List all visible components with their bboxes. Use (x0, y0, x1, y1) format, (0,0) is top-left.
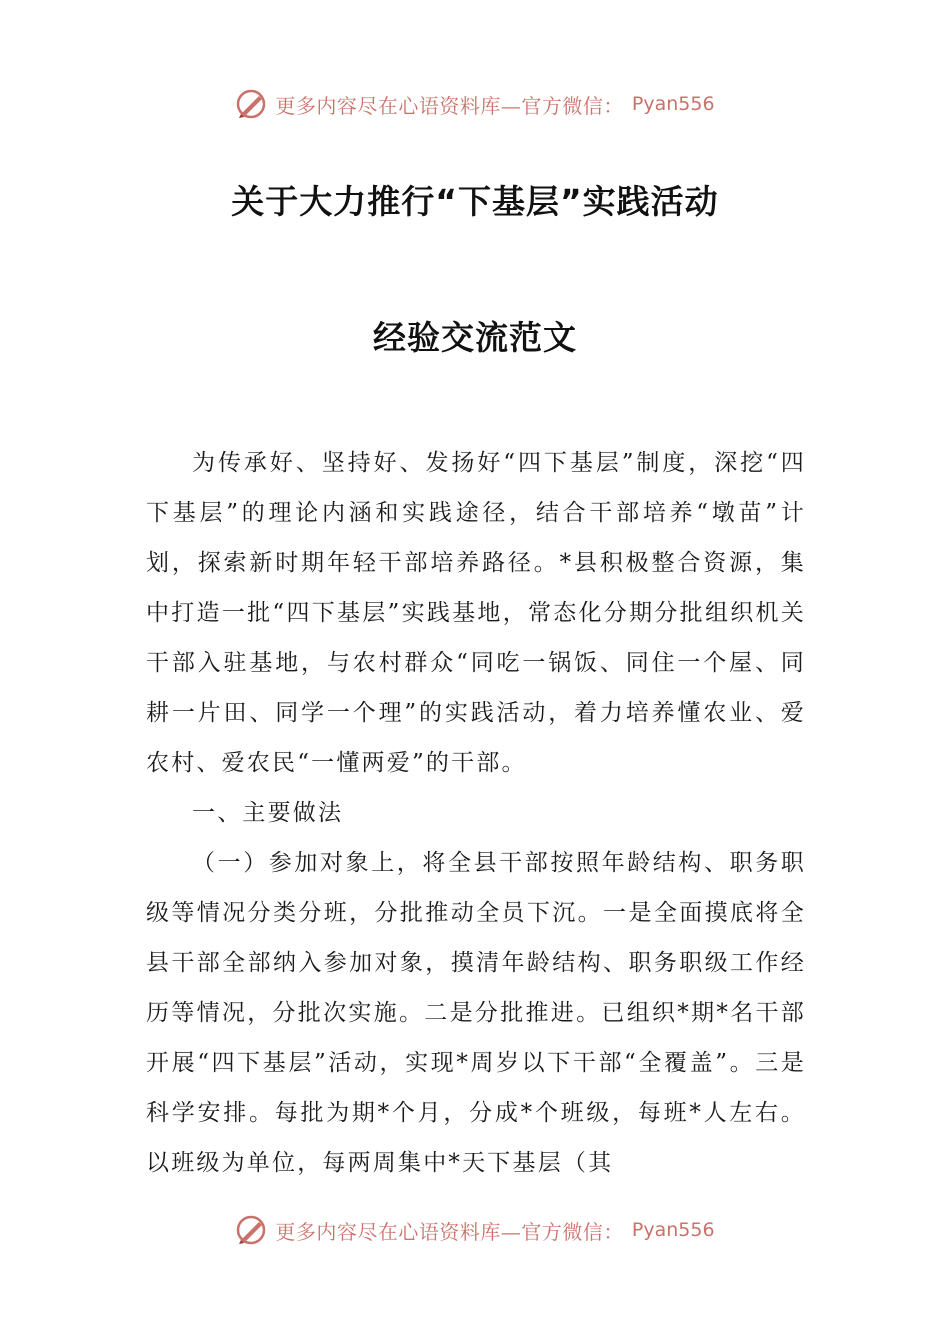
watermark-text: 更多内容尽在心语资料库—官方微信： (275, 1219, 624, 1244)
watermark-text: 更多内容尽在心语资料库—官方微信： (275, 93, 624, 118)
watermark-footer (0, 1210, 950, 1250)
intro-paragraph: 为传承好、坚持好、发扬好“四下基层”制度，深挖“四下基层”的理论内涵和实践途径，结合干部培养“墩苗”计划，探索新时期年轻干部培养路径。*县积极整合资源，集中打造一批“四下基层”实践基地，常态化分期分批组织机关干部入驻基地，与农村群众“同吃一锅饭、同住一个屋、同耕一片田、同学一个理”的实践活动，着力培养懂农业、爱农村、爱农民“一懂两爱”的干部。 (146, 450, 806, 776)
document-body (146, 438, 806, 1188)
pen-logo-icon (235, 1214, 267, 1246)
watermark-header (0, 84, 950, 124)
document-title-line1: 关于大力推行“下基层”实践活动 (231, 182, 719, 221)
document-title-line2: 经验交流范文 (373, 318, 577, 357)
watermark-wechat-id: Pyan556 (631, 93, 715, 115)
subsection-participants-paragraph: （一）参加对象上，将全县干部按照年龄结构、职务职级等情况分类分班，分批推动全员下沉。一是全面摸底将全县干部全部纳入参加对象，摸清年龄结构、职务职级工作经历等情况，分批次实施。二是分批推进。已组织*期*名干部开展“四下基层”活动，实现*周岁以下干部“全覆盖”。三是科学安排。每批为期*个月，分成*个班级，每班*人左右。以班级为单位，每两周集中*天下基层（其 (146, 850, 806, 1176)
pen-logo-icon (235, 88, 267, 120)
watermark-wechat-id: Pyan556 (631, 1219, 715, 1241)
section-heading-main-practices: 一、主要做法 (192, 800, 344, 826)
